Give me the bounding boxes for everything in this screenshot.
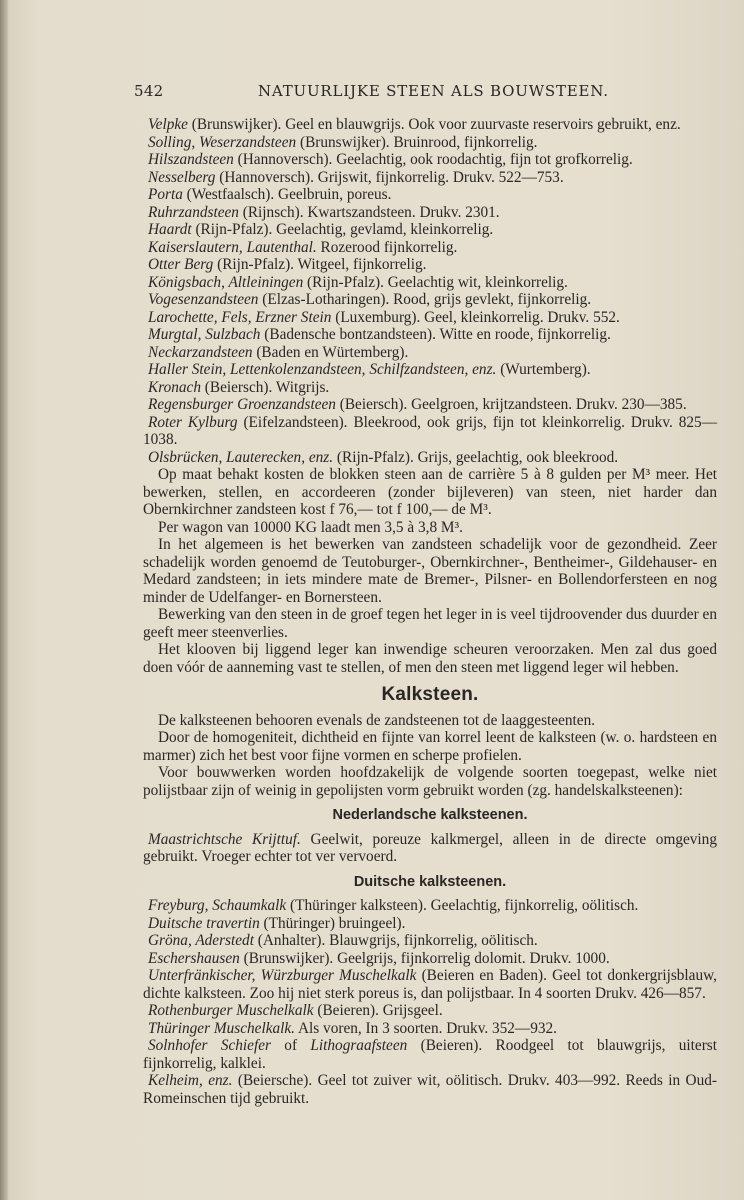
section-heading-kalksteen: Kalksteen. [381,684,479,705]
stone-description: Rozerood fijnkorrelig. [316,238,458,256]
stone-description: (Elzas-Lotharingen). Rood, grijs gevlekt, fijnkorrelig. [258,291,592,308]
stone-entry [143,134,717,152]
stone-description: (Hannoversch). Geelachtig, ook roodachtig, fijn tot grofkorrelig. [233,151,633,168]
stone-entry [143,116,717,134]
stone-entry [143,151,717,169]
stone-description: (Rijn-Pfalz). Witgeel, fijnkorrelig. [213,256,427,273]
stone-entry [143,1002,717,1020]
paragraph: Voor bouwwerken worden hoofdzakelijk de volgende soorten toegepast, welke niet polijstbaar zijn of weinig in gepolijsten vorm gebruikt worden (zg. handelskalksteenen): [143,764,717,799]
stone-description: (Wurtemberg). [496,361,591,378]
paragraph: Het klooven bij liggend leger kan inwendige scheuren veroorzaken. Men zal dus goed doen vóór de aanneming vast te stellen, of men den steen met liggend leger wil hebben. [143,641,717,676]
paragraph: De kalksteenen behooren evenals de zandsteenen tot de laaggesteenten. [158,711,596,729]
stone-entry [143,950,717,968]
subsection-heading-german: Duitsche kalksteenen. [353,873,507,890]
stone-name: Haardt [148,221,192,238]
paragraph: In het algemeen is het bewerken van zandsteen schadelijk voor de gezondheid. Zeer schadelijk worden genoemd de Teutoburger-, Obernkirchner-, Bentheimer-, Gildehauser- en Medard zandsteen; in iets mindere mate de Bremer-, Pilsner- en Bollendorfersteen en nog minder de Udelfanger- en Bornersteen. [143,536,717,606]
stone-description: (Rijnsch). Kwartszandsteen. Drukv. 2301. [238,203,500,221]
sandstone-paragraphs [143,466,717,676]
stone-name: Thüringer Muschelkalk. [148,1019,295,1037]
stone-entry [143,897,717,915]
stone-entry [143,221,717,239]
stone-description: (Rijn-Pfalz). Geelachtig, gevlamd, kleinkorrelig. [191,221,494,238]
stone-name: Eschershausen [148,949,240,967]
stone-description: (Hannoversch). Grijswit, fijnkorrelig. Drukv. 522—753. [215,168,564,186]
stone-entry [143,309,717,327]
dutch-limestone-entries [143,831,717,866]
page-number: 542 [134,82,164,100]
stone-name: Königsbach, Altleiningen [148,273,304,291]
subsection-heading-dutch: Nederlandsche kalksteenen. [332,807,528,823]
stone-entry [143,396,717,414]
stone-entry [143,204,717,222]
stone-entry [143,831,717,866]
stone-entry [143,186,717,204]
running-title: NATUURLIJKE STEEN ALS BOUWSTEEN. [258,82,609,100]
stone-description: Geelwit, poreuze kalkmergel, alleen in de directe omgeving gebruikt. Vroeger echter tot ver vervoerd. [143,830,717,865]
stone-entry [143,414,717,449]
page-body [143,116,717,1107]
stone-entry [143,915,717,933]
stone-entry [143,1020,717,1038]
stone-name: Solnhofer Schiefer [148,1037,271,1054]
stone-entry [143,344,717,362]
stone-description: (Beieren). Grijsgeel. [313,1002,443,1019]
paragraph: Bewerking van den steen in de groef tegen het leger in is veel tijdroovender dus duurder en geeft meer steenverlies. [143,606,717,641]
stone-entry [143,361,717,379]
stone-name-alt: Lithograafsteen [310,1037,408,1054]
stone-entry [143,291,717,309]
limestone-intro-paragraphs [143,712,717,800]
paragraph: Per wagon van 10000 KG laadt men 3,5 à 3,8 M³. [158,518,463,536]
stone-entry [143,1072,717,1107]
stone-name: Neckarzandsteen [148,343,253,361]
stone-name: Unterfränkischer, Würzburger Muschelkalk [148,967,417,984]
stone-description: (Rijn-Pfalz). Geelachtig wit, kleinkorrelig. [303,273,568,291]
stone-description: (Luxemburg). Geel, kleinkorrelig. Drukv. 552. [331,308,620,326]
stone-name: Velpke [148,116,188,133]
stone-name: Freyburg, Schaumkalk [148,897,287,914]
stone-name: Haller Stein, Lettenkolenzandsteen, Schilfzandsteen, enz. [148,361,497,378]
paragraph: Op maat behakt kosten de blokken steen aan de carrière 5 à 8 gulden per M³ meer. Het bewerken, stellen, en accordeeren (zonder bijleveren) van steen, niet harder dan Obernkirchner zandsteen kost f 76,— tot f 100,— de M³. [143,466,717,518]
stone-description: (Thüringer kalksteen). Geelachtig, fijnkorrelig, oölitisch. [286,897,639,914]
stone-entry [143,239,717,257]
stone-description: (Brunswijker). Bruinrood, fijnkorrelig. [296,133,538,151]
stone-name: Kronach [148,378,201,396]
stone-name: Otter Berg [148,256,214,273]
stone-description: (Thüringer) bruingeel). [259,914,406,932]
stone-name: Olsbrücken, Lauterecken, enz. [148,448,334,466]
stone-name: Larochette, Fels, Erzner Stein [148,308,332,326]
stone-description: (Badensche bontzandsteen). Witte en roode, fijnkorrelig. [260,326,611,343]
paragraph: Door de homogeniteit, dichtheid en fijnte van korrel leent de kalksteen (w. o. hardsteen en marmer) zich het best voor fijne vormen en scherpe profielen. [143,729,717,764]
stone-description: (Anhalter). Blauwgrijs, fijnkorrelig, oölitisch. [253,932,538,949]
stone-entry [143,449,717,467]
stone-description: (Eifelzandsteen). Bleekrood, ook grijs, fijn tot kleinkorrelig. Drukv. 825—1038. [143,413,717,448]
stone-entry [143,256,717,274]
stone-description: (Baden en Würtemberg). [252,343,409,361]
stone-name: Vogesenzandsteen [148,291,259,308]
stone-description: of [270,1037,311,1054]
stone-entry [143,932,717,950]
running-header [134,82,734,106]
stone-name: Solling, Weserzandsteen [148,133,297,151]
stone-name: Kelheim, enz. [148,1072,233,1089]
stone-name: Roter Kylburg [148,413,238,431]
stone-description: (Beieren en Baden). Geel tot donkergrijsblauw, dichte kalksteen. Zoo hij niet sterk poreus is, dan polijstbaar. In 4 soorten Drukv. 426—857. [143,967,717,1002]
stone-description: (Beiersch). Witgrijs. [200,378,330,396]
stone-entry [143,379,717,397]
german-limestone-entries [143,897,717,1107]
stone-entry [143,967,717,1002]
stone-entry [143,274,717,292]
stone-entry [143,169,717,187]
stone-description: (Westfaalsch). Geelbruin, poreus. [182,186,392,203]
stone-name: Murgtal, Sulzbach [148,326,261,343]
stone-description: (Brunswijker). Geelgrijs, fijnkorrelig dolomit. Drukv. 1000. [239,949,610,967]
stone-name: Gröna, Aderstedt [148,932,254,949]
stone-name: Duitsche travertin [148,914,260,932]
stone-name: Maastrichtsche Krijttuf. [148,830,301,848]
stone-description: (Rijn-Pfalz). Grijs, geelachtig, ook bleekrood. [333,448,619,466]
stone-name: Rothenburger Muschelkalk [148,1002,314,1019]
stone-description: (Beieren). Roodgeel tot blauwgrijs, uiterst fijnkorrelig, kalklei. [143,1037,717,1072]
stone-description: (Beiersch). Geelgroen, krijtzandsteen. Drukv. 230—385. [335,396,687,413]
stone-name: Kaiserslautern, Lautenthal. [148,238,317,256]
stone-name: Ruhrzandsteen [148,203,239,221]
stone-description: (Beiersche). Geel tot zuiver wit, oölitisch. Drukv. 403—992. Reeds in Oud-Romeinschen tijd gebruikt. [143,1072,717,1107]
stone-name: Porta [148,186,183,203]
stone-name: Nesselberg [148,168,216,186]
stone-entry [143,1037,717,1072]
stone-name: Hilszandsteen [148,151,234,168]
stone-description: Als voren, In 3 soorten. Drukv. 352—932. [295,1019,558,1037]
book-spine-shadow [0,0,8,1200]
sandstone-entries [143,116,717,466]
stone-name: Regensburger Groenzandsteen [148,396,336,413]
stone-entry [143,326,717,344]
stone-description: (Brunswijker). Geel en blauwgrijs. Ook voor zuurvaste reservoirs gebruikt, enz. [187,116,681,133]
